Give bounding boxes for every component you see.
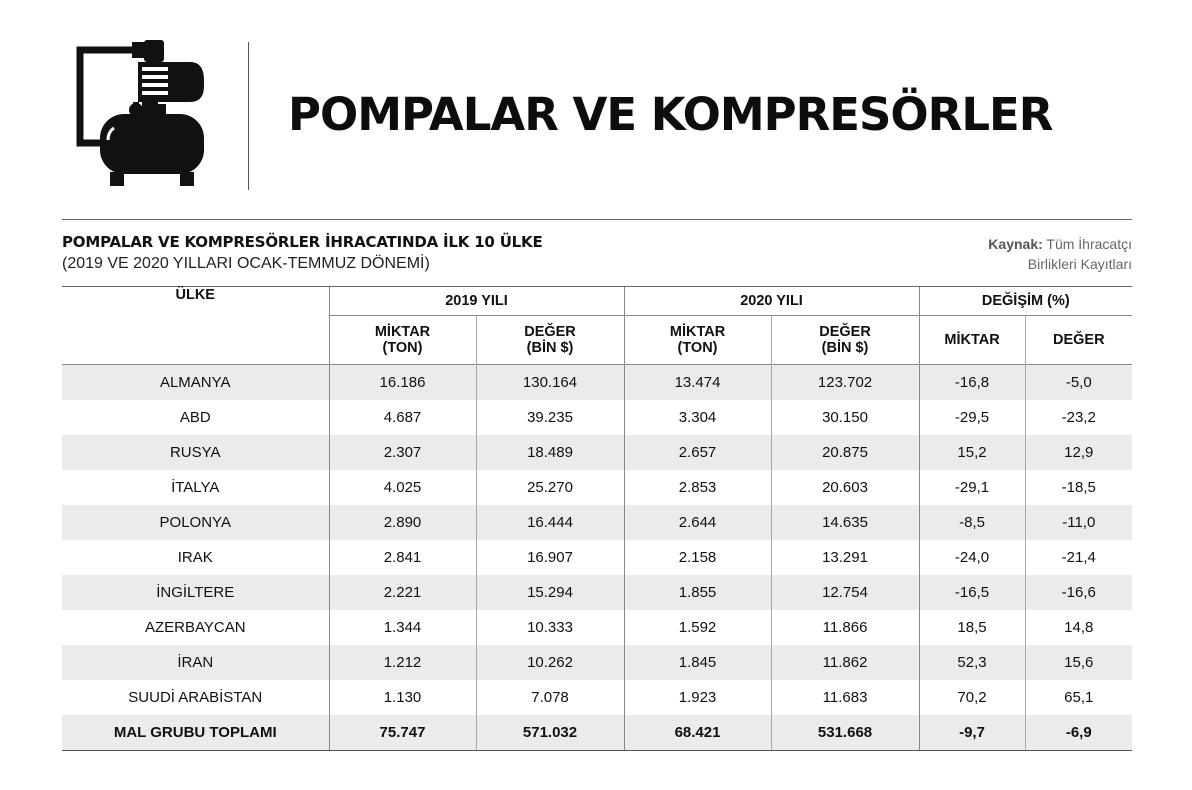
cell-dq: 15,2 (919, 435, 1025, 470)
cell-v2020: 14.635 (771, 505, 919, 540)
cell-country: İRAN (62, 645, 329, 680)
cell-v2020: 531.668 (771, 715, 919, 751)
cell-q2020: 1.855 (624, 575, 771, 610)
cell-v2019: 130.164 (476, 365, 624, 401)
cell-q2020: 1.923 (624, 680, 771, 715)
cell-v2020: 123.702 (771, 365, 919, 401)
cell-v2019: 571.032 (476, 715, 624, 751)
cell-q2020: 2.657 (624, 435, 771, 470)
cell-q2020: 13.474 (624, 365, 771, 401)
cell-country: İTALYA (171, 479, 220, 496)
export-table (62, 286, 1132, 751)
source-line-1: Tüm İhracatçı (1046, 236, 1132, 252)
table-row (62, 435, 1132, 470)
col-change-deger: DEĞER (1025, 316, 1132, 365)
cell-v2020: 13.291 (771, 540, 919, 575)
col-deger-2020: DEĞER (BİN $) (771, 316, 919, 365)
cell-dv: -23,2 (1025, 400, 1132, 435)
cell-q2019: 2.890 (329, 505, 476, 540)
header-row-groups (62, 287, 1132, 316)
page-title: POMPALAR VE KOMPRESÖRLER (288, 88, 1053, 141)
cell-country: RUSYA (62, 435, 329, 470)
cell-dv: 14,8 (1025, 610, 1132, 645)
cell-country: ABD (179, 409, 211, 426)
cell-q2019: 4.025 (329, 470, 476, 505)
cell-dq: -16,8 (919, 365, 1025, 401)
cell-dq: 70,2 (919, 680, 1025, 715)
cell-q2020: 68.421 (624, 715, 771, 751)
cell-dq: -29,5 (919, 400, 1025, 435)
table-row (62, 540, 1132, 575)
cell-dv: 65,1 (1025, 680, 1132, 715)
section-divider (62, 219, 1132, 220)
table-row (62, 505, 1132, 540)
source-line-2: Birlikleri Kayıtları (1027, 256, 1132, 272)
cell-v2020: 20.603 (771, 470, 919, 505)
cell-dv: -21,4 (1025, 540, 1132, 575)
cell-country: ALMANYA (62, 365, 329, 401)
cell-q2019: 75.747 (329, 715, 476, 751)
cell-v2019: 7.078 (476, 680, 624, 715)
cell-q2019: 2.221 (329, 575, 476, 610)
cell-q2020: 3.304 (624, 400, 771, 435)
cell-v2020: 11.862 (771, 645, 919, 680)
cell-dq: -9,7 (919, 715, 1025, 751)
cell-v2019: 15.294 (476, 575, 624, 610)
cell-country: İNGİLTERE (62, 575, 329, 610)
col-change-miktar: MİKTAR (919, 316, 1025, 365)
cell-dv: -18,5 (1025, 470, 1132, 505)
cell-q2020: 2.158 (624, 540, 771, 575)
cell-q2019: 4.687 (329, 400, 476, 435)
cell-country: MAL GRUBU TOPLAMI (62, 715, 329, 751)
cell-q2019: 2.841 (329, 540, 476, 575)
col-miktar-2020: MİKTAR (TON) (624, 316, 771, 365)
header-divider (248, 42, 249, 190)
cell-v2019: 16.444 (476, 505, 624, 540)
header (0, 0, 1192, 200)
total-row (62, 715, 1132, 751)
cell-q2019: 1.344 (329, 610, 476, 645)
cell-dv: 15,6 (1025, 645, 1132, 680)
cell-dq: -29,1 (919, 470, 1025, 505)
cell-v2019: 25.270 (476, 470, 624, 505)
source-note (988, 234, 1132, 274)
cell-dv: 12,9 (1025, 435, 1132, 470)
group-header-2020: 2020 YILI (624, 287, 919, 316)
cell-v2019: 18.489 (476, 435, 624, 470)
country-header: ÜLKE (62, 287, 329, 365)
cell-v2019: 16.907 (476, 540, 624, 575)
table-row (62, 680, 1132, 715)
cell-dv: -16,6 (1025, 575, 1132, 610)
cell-q2020: 2.853 (624, 470, 771, 505)
cell-v2020: 11.866 (771, 610, 919, 645)
table-row (62, 610, 1132, 645)
cell-dq: 52,3 (919, 645, 1025, 680)
cell-dq: -16,5 (919, 575, 1025, 610)
table-row (62, 365, 1132, 401)
cell-q2019: 16.186 (329, 365, 476, 401)
cell-dq: -8,5 (919, 505, 1025, 540)
cell-v2020: 12.754 (771, 575, 919, 610)
cell-v2020: 30.150 (771, 400, 919, 435)
cell-country: IRAK (177, 549, 213, 566)
cell-v2019: 10.333 (476, 610, 624, 645)
cell-q2019: 1.212 (329, 645, 476, 680)
cell-q2020: 2.644 (624, 505, 771, 540)
cell-dq: 18,5 (919, 610, 1025, 645)
group-header-2019: 2019 YILI (329, 287, 624, 316)
cell-dv: -11,0 (1025, 505, 1132, 540)
cell-q2020: 1.592 (624, 610, 771, 645)
cell-v2020: 11.683 (771, 680, 919, 715)
table-row (62, 575, 1132, 610)
source-label: Kaynak: (988, 236, 1043, 252)
cell-dv: -6,9 (1025, 715, 1132, 751)
cell-v2019: 39.235 (476, 400, 624, 435)
table-title: POMPALAR VE KOMPRESÖRLER İHRACATINDA İLK 10 ÜLKE (62, 233, 543, 251)
cell-q2019: 2.307 (329, 435, 476, 470)
col-miktar-2019: MİKTAR (TON) (329, 316, 476, 365)
table-row (62, 470, 1132, 505)
col-deger-2019: DEĞER (BİN $) (476, 316, 624, 365)
group-header-change: DEĞİŞİM (%) (919, 287, 1132, 316)
cell-dv: -5,0 (1025, 365, 1132, 401)
cell-country: SUUDİ ARABİSTAN (128, 689, 263, 706)
cell-q2020: 1.845 (624, 645, 771, 680)
table-period: (2019 VE 2020 YILLARI OCAK-TEMMUZ DÖNEMİ) (62, 255, 430, 272)
cell-v2019: 10.262 (476, 645, 624, 680)
cell-dq: -24,0 (919, 540, 1025, 575)
cell-country: AZERBAYCAN (144, 619, 246, 636)
cell-v2020: 20.875 (771, 435, 919, 470)
cell-country: POLONYA (62, 505, 329, 540)
table-row (62, 400, 1132, 435)
table-row (62, 645, 1132, 680)
water-pump-icon (70, 40, 210, 190)
cell-q2019: 1.130 (329, 680, 476, 715)
